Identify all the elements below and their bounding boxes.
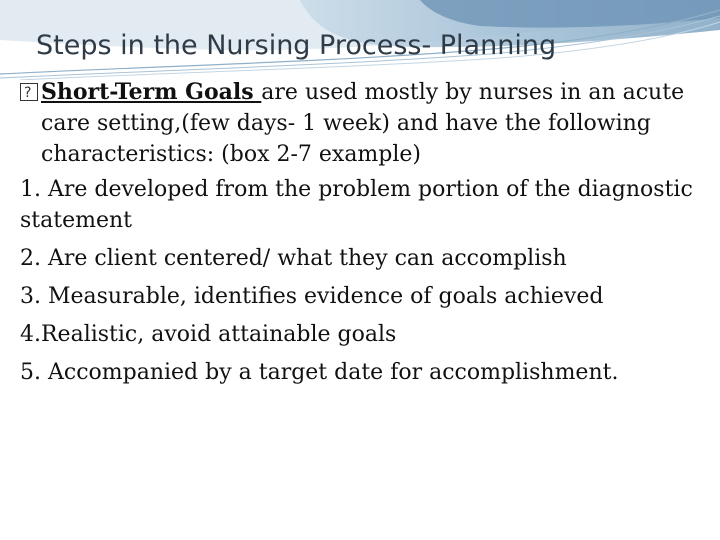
bullet-line1-text: are used mostly by nurses in an acute [261,80,685,105]
bullet-paragraph [20,77,700,170]
list-item: 4.Realistic, avoid attainable goals [20,322,397,347]
list-item: 5. Accompanied by a target date for accomplishment. [20,360,619,385]
slide-title: Steps in the Nursing Process- Planning [36,30,557,61]
list-item: 3. Measurable, identifies evidence of goals achieved [20,284,604,309]
bullet-line-1 [20,77,700,108]
bullet-line-3: characteristics: (box 2-7 example) [41,142,422,167]
bullet-term: Short-Term Goals [41,79,262,105]
bullet-line-2: care setting,(few days- 1 week) and have the following [41,111,651,136]
list-item: 1. Are developed from the problem portion of the diagnostic statement [20,177,693,233]
bullet-glyph-icon [20,83,38,101]
list-item: 2. Are client centered/ what they can accomplish [20,246,567,271]
characteristics-list [20,174,710,395]
